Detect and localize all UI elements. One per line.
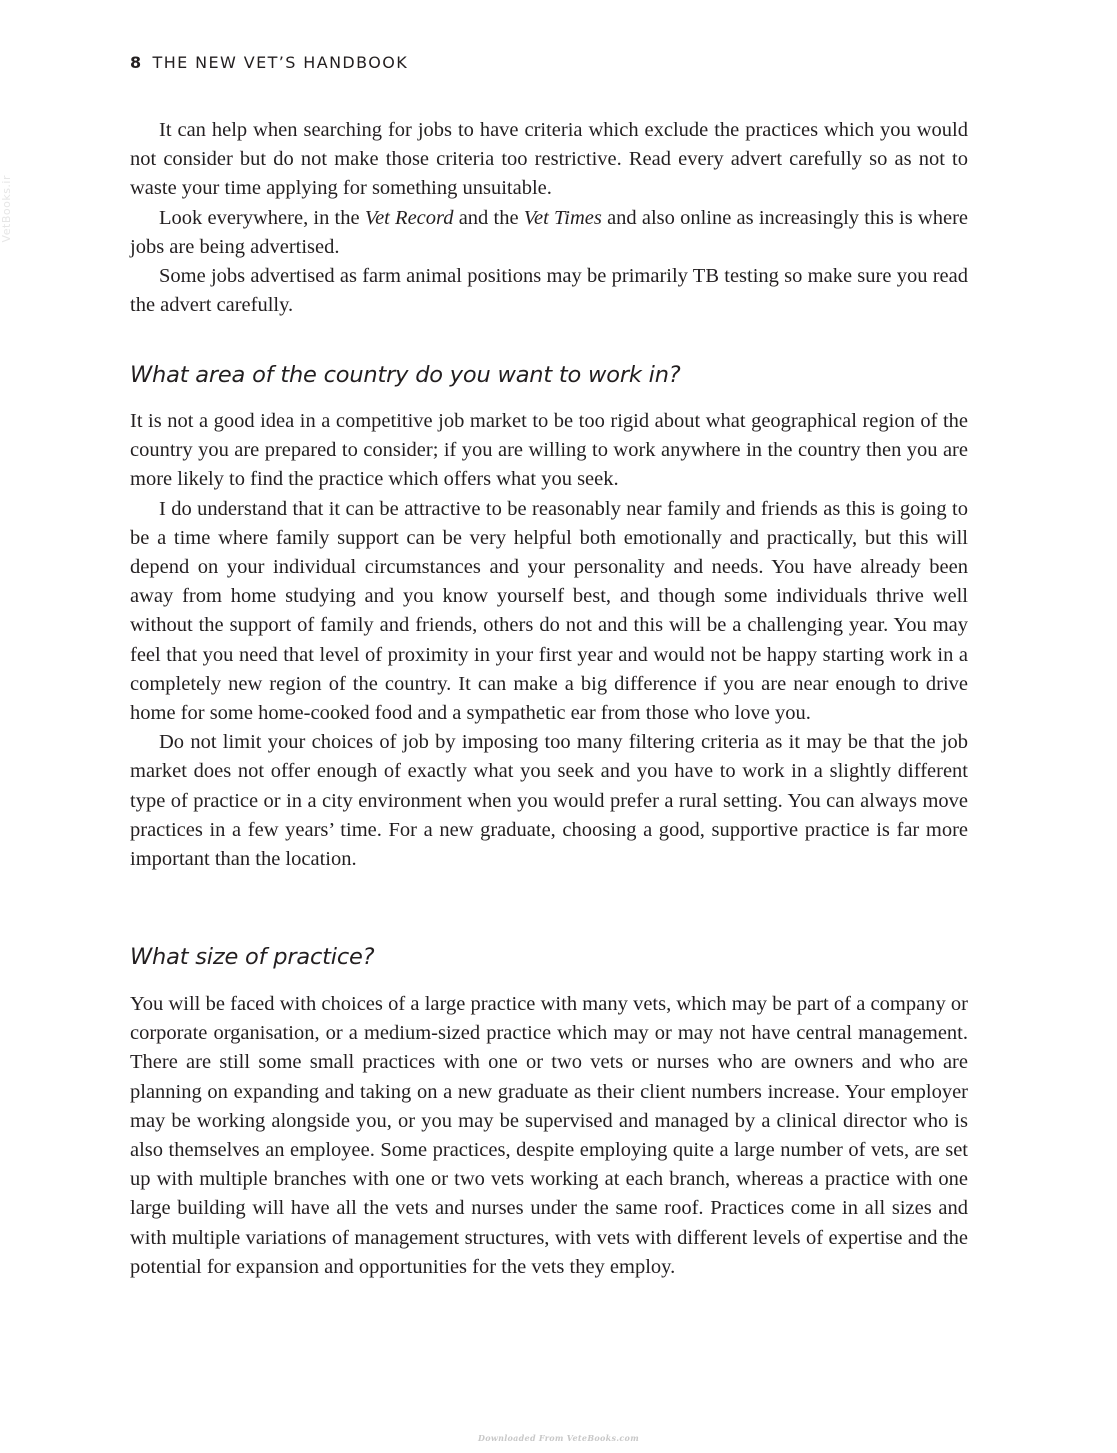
side-watermark: VetBooks.ir (0, 175, 13, 243)
paragraph: I do understand that it can be attractive to be reasonably near family and friends as this is going to be a time where family support can be very helpful both emotionally and practically, but this will depend on your individual circumstances and your personality and needs. You have already been away from home studying and you know yourself best, and though some individuals thrive well without the support of family and friends, others do not and this will be a challenging year. You may feel that you need that level of proximity in your first year and would not be happy starting work in a completely new region of the country. It can make a big difference if you are near enough to drive home for some home-cooked food and a sympathetic ear from those who love you. (130, 497, 968, 725)
text-run: and the (453, 206, 524, 229)
paragraph (130, 204, 968, 262)
intro-text-block (130, 116, 968, 320)
footer-watermark: Downloaded From VeteBooks.com (478, 1433, 639, 1443)
publication-title: Vet Times (523, 206, 602, 229)
book-title: THE NEW VET’S HANDBOOK (152, 53, 409, 72)
text-run: Look everywhere, in the (159, 206, 365, 229)
size-text-block (130, 990, 968, 1282)
running-head (130, 53, 408, 72)
paragraph: Some jobs advertised as farm animal positions may be primarily TB testing so make sure you read the advert carefully. (130, 265, 968, 317)
text-run: and also online as increasingly this is where jobs are being advertised. (130, 206, 968, 258)
paragraph: You will be faced with choices of a large practice with many vets, which may be part of a company or corporate organisation, or a medium-sized practice which may or may not have central management. There are still some small practices with one or two vets or nurses who are owners and who are planning on expanding and taking on a new graduate as their client numbers increase. Your employer may be working alongside you, or you may be supervised and managed by a clinical director who is also themselves an employee. Some practices, despite employing quite a large number of vets, are set up with multiple branches with one or two vets working at each branch, whereas a practice with one large building will have all the vets and nurses under the same roof. Practices come in all sizes and with multiple variations of management structures, with vets with different levels of expertise and the potential for expansion and opportunities for the vets they employ. (130, 993, 968, 1278)
paragraph: Do not limit your choices of job by imposing too many filtering criteria as it may be that the job market does not offer enough of exactly what you seek and you have to work in a slightly different type of practice or in a city environment when you would prefer a rural setting. You can always move practices in a few years’ time. For a new graduate, choosing a good, supportive practice is far more important than the location. (130, 731, 968, 871)
section-heading: What area of the country do you want to work in? (130, 362, 681, 388)
paragraph: It is not a good idea in a competitive job market to be too rigid about what geographical region of the country you are prepared to consider; if you are willing to work anywhere in the country then you are more likely to find the practice which offers what you seek. (130, 410, 968, 491)
area-text-block (130, 407, 968, 874)
section-heading: What size of practice? (130, 944, 375, 970)
page-number: 8 (130, 53, 143, 72)
publication-title: Vet Record (364, 206, 454, 229)
paragraph: It can help when searching for jobs to have criteria which exclude the practices which you would not consider but do not make those criteria too restrictive. Read every advert carefully so as not to waste your time applying for something unsuitable. (130, 119, 968, 200)
